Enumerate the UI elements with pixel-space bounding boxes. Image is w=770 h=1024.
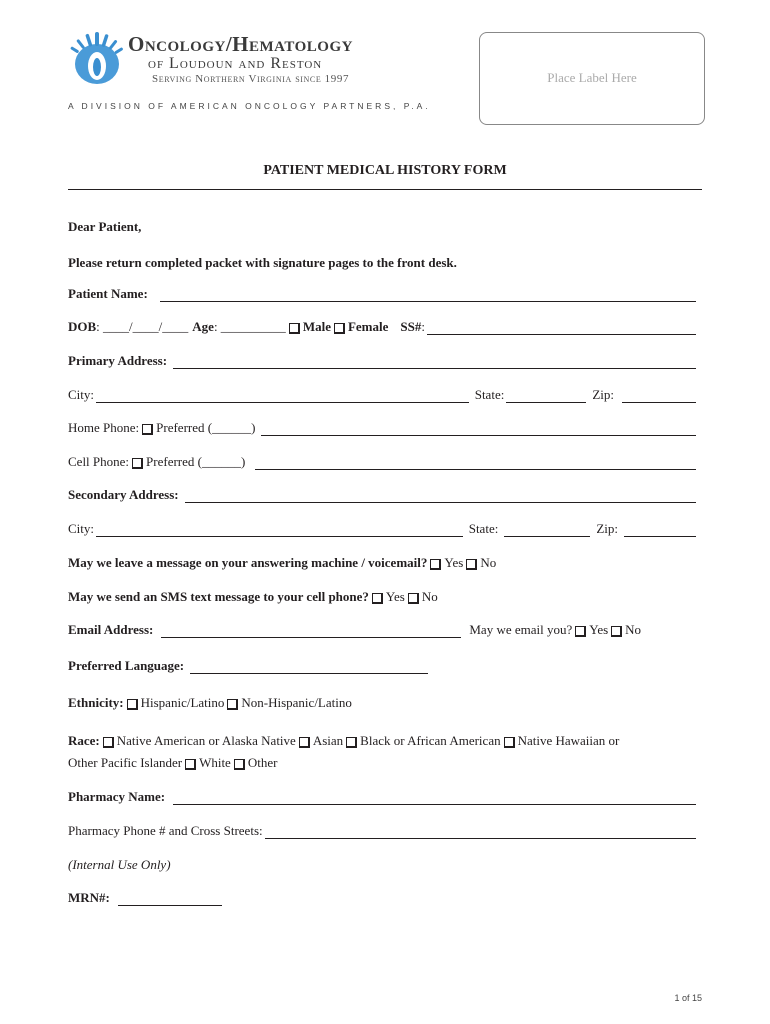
pharmacy-phone-label: Pharmacy Phone # and Cross Streets: (68, 823, 263, 838)
state-label: State: (474, 387, 505, 402)
home-phone-field[interactable] (261, 423, 696, 436)
city-label: City: (68, 387, 95, 402)
ss-field[interactable] (427, 322, 696, 335)
patient-name-row (68, 286, 698, 302)
secondary-address-label: Secondary Address: (68, 487, 179, 502)
black-checkbox[interactable] (346, 737, 357, 748)
sms-no-label: No (421, 589, 438, 604)
preferred-language-field[interactable] (190, 661, 428, 674)
patient-name-label: Patient Name: (68, 286, 148, 301)
internal-use-row (68, 857, 698, 873)
primary-city-field[interactable] (96, 390, 469, 403)
secondary-zip-field[interactable] (624, 524, 696, 537)
primary-address-field[interactable] (173, 356, 696, 369)
cell-preferred-label: Preferred (______) (146, 454, 246, 469)
email-address-field[interactable] (161, 625, 461, 638)
secondary-city-field[interactable] (96, 524, 463, 537)
sms-row (68, 589, 698, 605)
pharmacy-phone-field[interactable] (265, 826, 696, 839)
sms-yes-label: Yes (385, 589, 405, 604)
mrn-field[interactable] (118, 893, 222, 906)
black-label: Black or African American (360, 733, 501, 748)
internal-use-label: (Internal Use Only) (68, 857, 171, 872)
white-label: White (199, 755, 231, 770)
mrn-label: MRN#: (68, 890, 110, 905)
voicemail-no-checkbox[interactable] (466, 559, 477, 570)
home-phone-label: Home Phone: (68, 420, 140, 435)
race-row-2 (68, 755, 698, 771)
other-race-label: Other (247, 755, 278, 770)
email-question: May we email you? (469, 622, 573, 637)
cell-preferred-checkbox[interactable] (132, 458, 143, 469)
ss-label: SS# (400, 319, 422, 334)
secondary-city-row (68, 521, 698, 537)
non-hispanic-label: Non-Hispanic/Latino (241, 695, 352, 710)
primary-address-row (68, 353, 698, 369)
email-no-label: No (625, 622, 642, 637)
email-address-label: Email Address: (68, 622, 154, 637)
organization-logo (66, 30, 128, 86)
page-number: 1 of 15 (674, 993, 702, 1003)
cell-phone-field[interactable] (255, 457, 696, 470)
asian-checkbox[interactable] (299, 737, 310, 748)
female-label: Female (347, 319, 389, 334)
pharmacy-name-field[interactable] (173, 792, 696, 805)
race-label: Race: (68, 733, 100, 748)
sms-no-checkbox[interactable] (408, 593, 419, 604)
age-field[interactable]: : __________ (213, 319, 286, 334)
dob-label: DOB (68, 319, 97, 334)
greeting-row (68, 219, 698, 235)
greeting: Dear Patient, (68, 219, 142, 234)
primary-address-label: Primary Address: (68, 353, 168, 368)
zip-label-2: Zip: (596, 521, 618, 536)
secondary-state-field[interactable] (504, 524, 590, 537)
hispanic-checkbox[interactable] (127, 699, 138, 710)
pharmacy-name-label: Pharmacy Name: (68, 789, 166, 804)
email-row (68, 622, 698, 638)
dob-field[interactable]: : ____/____/____ (96, 319, 189, 334)
pharmacy-name-row (68, 789, 698, 805)
cell-phone-label: Cell Phone: (68, 454, 130, 469)
native-american-label: Native American or Alaska Native (116, 733, 296, 748)
patient-name-field[interactable] (160, 289, 696, 302)
instruction: Please return completed packet with signature pages to the front desk. (68, 255, 457, 270)
title-divider (68, 189, 702, 190)
city-label-2: City: (68, 521, 95, 536)
org-tagline: Serving Northern Virginia since 1997 (152, 73, 350, 85)
male-label: Male (302, 319, 331, 334)
voicemail-row (68, 555, 698, 571)
primary-state-field[interactable] (506, 390, 586, 403)
other-race-checkbox[interactable] (234, 759, 245, 770)
instruction-row (68, 255, 698, 271)
primary-zip-field[interactable] (622, 390, 696, 403)
email-yes-label: Yes (589, 622, 609, 637)
pharmacy-phone-row (68, 823, 698, 839)
org-name: Oncology/Hematology (128, 32, 353, 56)
voicemail-yes-checkbox[interactable] (430, 559, 441, 570)
hispanic-label: Hispanic/Latino (140, 695, 225, 710)
ethnicity-label: Ethnicity: (68, 695, 124, 710)
female-checkbox[interactable] (334, 323, 345, 334)
home-preferred-label: Preferred (______) (156, 420, 256, 435)
secondary-address-field[interactable] (185, 490, 696, 503)
cell-phone-row (68, 454, 698, 470)
sms-yes-checkbox[interactable] (372, 593, 383, 604)
other-pacific-label: Other Pacific Islander (68, 755, 183, 770)
division-line: A DIVISION OF AMERICAN ONCOLOGY PARTNERS, P.A. (68, 101, 431, 111)
home-phone-row (68, 420, 698, 436)
age-label: Age (192, 319, 214, 334)
dob-row (68, 319, 698, 335)
label-placeholder: Place Label Here (547, 70, 637, 85)
secondary-address-row (68, 487, 698, 503)
male-checkbox[interactable] (289, 323, 300, 334)
zip-label: Zip: (592, 387, 614, 402)
race-row-1 (68, 733, 698, 749)
voicemail-no-label: No (480, 555, 497, 570)
native-hawaiian-checkbox[interactable] (504, 737, 515, 748)
state-label-2: State: (468, 521, 499, 536)
form-title: PATIENT MEDICAL HISTORY FORM (263, 163, 507, 178)
ethnicity-row (68, 695, 698, 711)
voicemail-question: May we leave a message on your answering machine / voicemail? (68, 555, 428, 570)
email-no-checkbox[interactable] (611, 626, 622, 637)
ss-colon: : (421, 319, 425, 334)
native-american-checkbox[interactable] (103, 737, 114, 748)
preferred-language-label: Preferred Language: (68, 658, 185, 673)
white-checkbox[interactable] (185, 759, 196, 770)
primary-city-row (68, 387, 698, 403)
sms-question: May we send an SMS text message to your cell phone? (68, 589, 369, 604)
home-preferred-checkbox[interactable] (142, 424, 153, 435)
mrn-row (68, 890, 698, 906)
patient-label-box (479, 32, 705, 125)
voicemail-yes-label: Yes (444, 555, 464, 570)
email-yes-checkbox[interactable] (575, 626, 586, 637)
org-location: of Loudoun and Reston (148, 55, 323, 72)
language-row (68, 658, 698, 674)
native-hawaiian-label: Native Hawaiian or (517, 733, 620, 748)
non-hispanic-checkbox[interactable] (227, 699, 238, 710)
asian-label: Asian (312, 733, 344, 748)
